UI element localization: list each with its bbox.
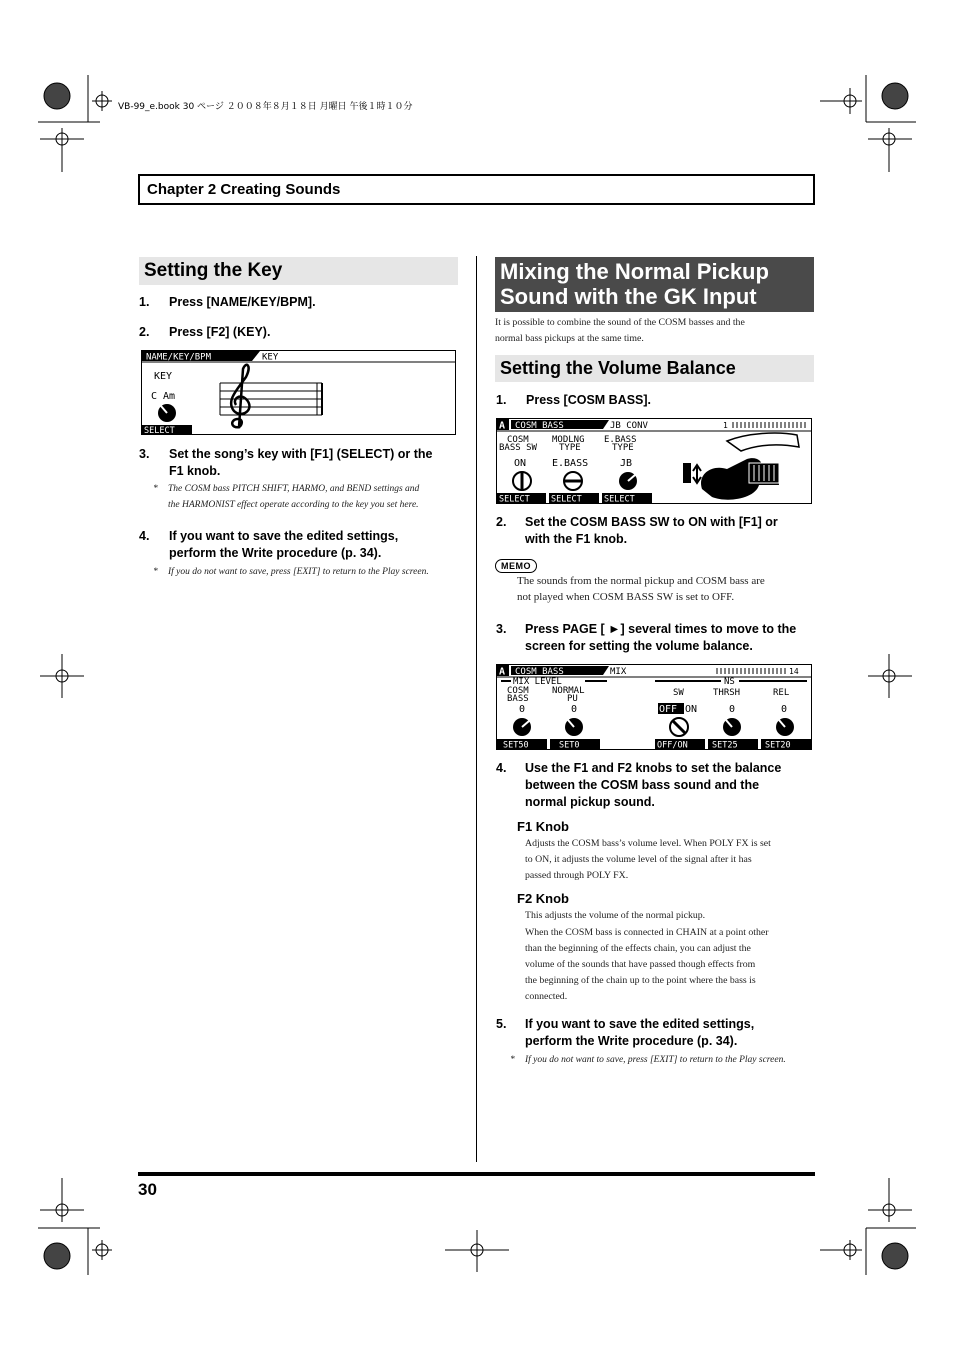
note-text: If you do not want to save, press [EXIT] to return to the Play screen. (168, 567, 429, 577)
lcd-patch-tag: A (499, 666, 506, 678)
memo-line1: The sounds from the normal pickup and COSM bass are (517, 575, 765, 587)
note-star: * (153, 484, 158, 494)
step-text-line2: perform the Write procedure (p. 34). (169, 546, 382, 560)
lcd-value-cosm-bass: 0 (519, 704, 526, 715)
right-step-3 (496, 621, 816, 657)
lcd-tab-key: KEY (262, 352, 279, 363)
step-number: 2. (496, 515, 507, 529)
intro-paragraph (495, 315, 815, 347)
column-divider (476, 256, 477, 1162)
page-number: 30 (138, 1180, 157, 1199)
lcd-value-jb: JB (620, 458, 633, 469)
lcd-col2-line1: NORMAL (552, 686, 585, 696)
step-number: 4. (139, 529, 150, 543)
section-heading-mixing (495, 257, 814, 312)
lcd-mix-screen (496, 664, 812, 750)
f2-line6: connected. (525, 991, 568, 1002)
step-text: Press [COSM BASS]. (526, 393, 652, 407)
lcd-softkey-set25: SET25 (712, 740, 738, 749)
f2-line2: When the COSM bass is connected in CHAIN at a point other (525, 927, 769, 938)
lcd-page-number: 1 (723, 421, 728, 430)
memo-block (495, 556, 815, 606)
step-text-line1: Use the F1 and F2 knobs to set the balance (525, 761, 782, 775)
step-text-line1: Set the song’s key with [F1] (SELECT) or the (169, 447, 433, 461)
step-text-line1: Press PAGE [ ►] several times to move to the (525, 622, 797, 636)
f2-line3: than the beginning of the effects chain, you can adjust the (525, 943, 751, 954)
lcd-col3-line1: E.BASS (604, 435, 637, 445)
lcd-col4: THRSH (713, 688, 741, 698)
f1-line2: to ON, it adjusts the volume level of the signal after it has (525, 854, 752, 865)
note-4 (153, 564, 463, 582)
lcd-col3-line2: TYPE (612, 443, 634, 453)
step-text-line1: If you want to save the edited settings, (169, 529, 399, 543)
lcd-col2-line1: MODLNG (552, 435, 585, 445)
f2-line5: the beginning of the chain up to the point where the bass is (525, 975, 756, 986)
step-text: Press [F2] (KEY). (169, 325, 271, 339)
step-text-line2: F1 knob. (169, 464, 221, 478)
memo-line2: not played when COSM BASS SW is set to OFF. (517, 591, 735, 603)
lcd-group-ns: NS (724, 677, 735, 687)
note-line2: the HARMONIST effect operate according to the key you set here. (168, 500, 419, 510)
lcd-col2-line2: PU (567, 694, 578, 704)
lcd-col3: SW (673, 688, 684, 698)
lcd-softkey-offon: OFF/ON (657, 740, 688, 749)
lcd-tab-mix: MIX (610, 667, 627, 677)
lcd-softkey-select: SELECT (144, 426, 175, 434)
lcd-page-number: 14 (789, 667, 799, 676)
f2-knob-heading: F2 Knob (517, 891, 569, 906)
lcd-col1-line2: BASS SW (499, 443, 537, 453)
lcd-tab-name-key-bpm: NAME/KEY/BPM (146, 352, 212, 363)
lcd-softkey-select-3: SELECT (604, 494, 635, 503)
lcd-value-off: OFF (659, 704, 678, 715)
intro-line1: It is possible to combine the sound of the COSM basses and the (495, 317, 745, 328)
footer-rule (138, 1172, 815, 1176)
right-step-2 (496, 514, 816, 550)
f2-line4: volume of the sounds that have passed though effects from (525, 959, 756, 970)
step-number: 3. (496, 622, 507, 636)
f2-line1: This adjusts the volume of the normal pickup. (525, 910, 706, 921)
intro-line2: normal bass pickups at the same time. (495, 333, 644, 344)
lcd-softkey-select-2: SELECT (551, 494, 582, 503)
file-info-note: VB-99_e.book 30 ページ ２００８年８月１８日 月曜日 午後１時１０分 (118, 102, 413, 112)
f2-knob-description (525, 908, 815, 1005)
section-heading-volume-balance: Setting the Volume Balance (495, 355, 814, 382)
treble-clef-staff-icon (220, 365, 322, 427)
lcd-patch-tag: A (499, 420, 506, 432)
lcd-value-normal-pu: 0 (571, 704, 578, 715)
note-5 (510, 1052, 820, 1070)
note-line1: The COSM bass PITCH SHIFT, HARMO, and BEND settings and (168, 484, 420, 494)
step-4 (139, 528, 469, 564)
lcd-mix-graphic (497, 665, 811, 749)
note-star: * (153, 567, 158, 577)
lcd-value-thrsh: 0 (729, 704, 736, 715)
lcd-value-on: ON (685, 704, 698, 715)
lcd-group-mix-level: MIX LEVEL (513, 677, 562, 687)
step-number: 2. (139, 325, 150, 339)
lcd-value-ebass: E.BASS (552, 458, 589, 469)
bass-guitar-icon (683, 433, 799, 500)
lcd-key-graphic (142, 351, 455, 434)
note-text: If you do not want to save, press [EXIT] to return to the Play screen. (525, 1055, 786, 1065)
lcd-col1-line1: COSM (507, 435, 529, 445)
lcd-value-on: ON (514, 458, 527, 469)
f1-knob-heading: F1 Knob (517, 819, 569, 834)
lcd-cosm-bass-screen (496, 418, 812, 504)
f1-line3: passed through POLY FX. (525, 870, 629, 881)
note-3 (153, 481, 463, 515)
step-3 (139, 446, 469, 482)
right-step-5 (496, 1016, 816, 1052)
lcd-col1-line2: BASS (507, 694, 529, 704)
heading-line2: Sound with the GK Input (500, 284, 757, 309)
lcd-tab-jb-conv: JB CONV (610, 421, 648, 431)
lcd-key-label: KEY (154, 371, 173, 382)
step-2 (139, 324, 459, 342)
f1-knob-description (525, 836, 815, 884)
lcd-tab-cosm-bass: COSM BASS (515, 667, 564, 677)
lcd-cosm-bass-graphic (497, 419, 811, 503)
note-star: * (510, 1055, 515, 1065)
step-text-line2: with the F1 knob. (525, 532, 628, 546)
lcd-col5: REL (773, 688, 790, 698)
step-text: Press [NAME/KEY/BPM]. (169, 295, 316, 309)
step-number: 1. (139, 295, 150, 309)
step-text-line2: screen for setting the volume balance. (525, 639, 753, 653)
memo-badge-icon: MEMO (495, 559, 537, 573)
lcd-col2-line2: TYPE (559, 443, 581, 453)
heading-line1: Mixing the Normal Pickup (500, 259, 769, 284)
right-step-1 (496, 392, 816, 410)
right-step-4 (496, 760, 816, 814)
section-heading-setting-key: Setting the Key (139, 257, 458, 285)
step-text-line1: If you want to save the edited settings, (525, 1017, 755, 1031)
lcd-softkey-set20: SET20 (765, 740, 791, 749)
step-number: 1. (496, 393, 507, 407)
lcd-softkey-set50: SET50 (503, 740, 529, 749)
lcd-softkey-set0: SET0 (559, 740, 580, 749)
step-1 (139, 294, 459, 312)
step-text-line1: Set the COSM BASS SW to ON with [F1] or (525, 515, 778, 529)
lcd-value-rel: 0 (781, 704, 788, 715)
step-text-line3: normal pickup sound. (525, 795, 655, 809)
lcd-tab-cosm-bass: COSM BASS (515, 421, 564, 431)
step-text-line2: between the COSM bass sound and the (525, 778, 760, 792)
step-number: 5. (496, 1017, 507, 1031)
chapter-header: Chapter 2 Creating Sounds (138, 174, 815, 205)
step-number: 4. (496, 761, 507, 775)
f1-line1: Adjusts the COSM bass’s volume level. When POLY FX is set (525, 838, 771, 849)
lcd-col1-line1: COSM (507, 686, 529, 696)
step-number: 3. (139, 447, 150, 461)
lcd-key-value: C Am (151, 391, 176, 402)
lcd-key-screen (141, 350, 456, 435)
lcd-softkey-select-1: SELECT (499, 494, 530, 503)
step-text-line2: perform the Write procedure (p. 34). (525, 1034, 738, 1048)
